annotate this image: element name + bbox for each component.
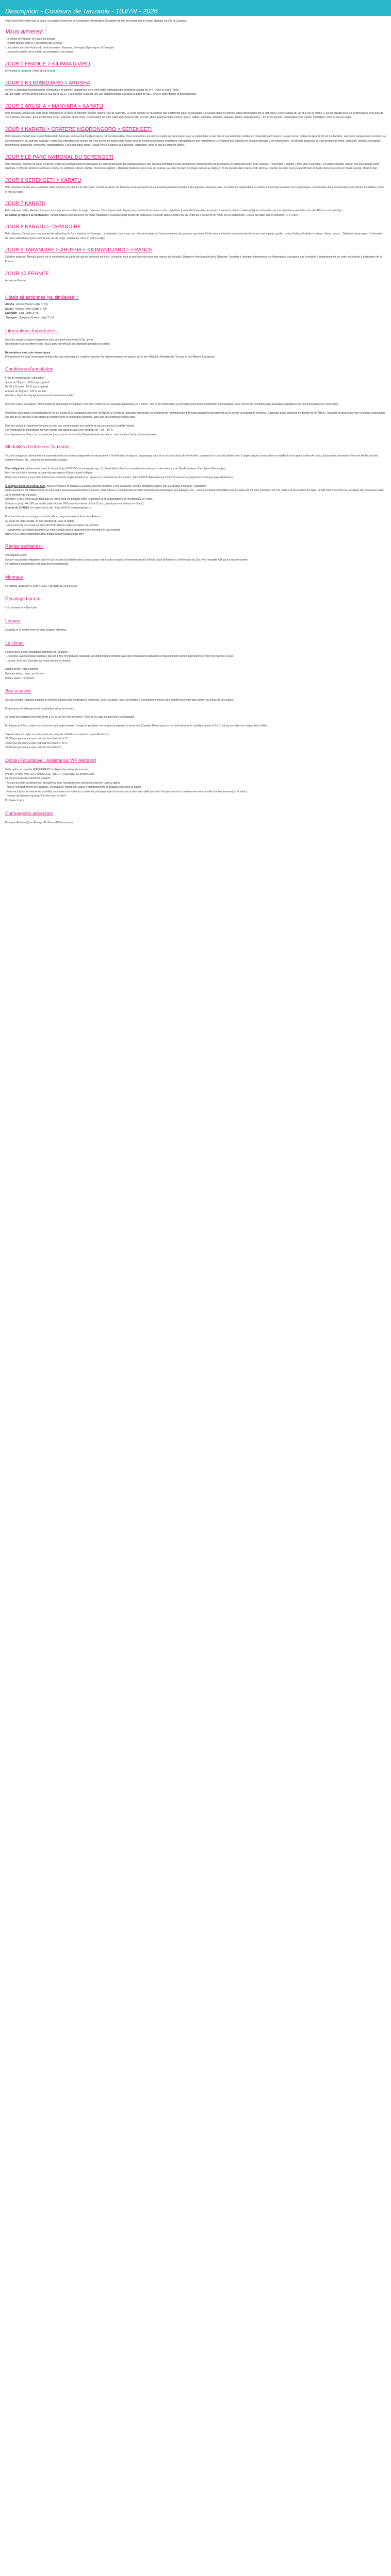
page-title-bar bbox=[0, 0, 391, 16]
entree-text: Cette assurance est indépendante de toute autre assurance personnelle et couvre, entre autres, le rapatriement, les frais médicaux, les dommages aux bagages, etc... Cette couverture est valable pour un séjour de 92 jours maximum sur l'île. Suite à la souscription en ligne, un QR code sera fourni au voyageur afin de pouvoir entrer sur le territoire de Zanzibar. bbox=[5, 489, 385, 497]
day-text: Petit déjeuner buffet. Matinée libre pour vous reposer et profiter du lodge. Déjeuner. Dans l'après-midi, départ pour la visite d'une école ou d'un orphelinat (possibilité d'apporter des jouets, matériel scolaire ou vêtements) et continuation pour la visite d'une plantation de café. Dîner et nuit au lodge. bbox=[5, 209, 343, 213]
annulation-item: A moins de 15 jours : 100 % de frais bbox=[5, 389, 47, 393]
entree-text: Nous vous invitons à vous tenir informé des dernières réglementations en vigueur en consultant le site suivant : https://XXXX.diplomatie.gouv.fr/fr/conseils-aux-voyageurs/conseils-par-pays-destination bbox=[5, 476, 233, 479]
bon-text: La poids des bagages peut être limité à 15 kg sur les vols intérieurs. Préférez les sacs souples pour vos bagages. bbox=[5, 716, 135, 719]
annulation-note: Attention, l'ajout de bagage optionnel est non remboursable. bbox=[5, 394, 74, 398]
annulation-text: Les minimums de participants sur nos circuits sont garantis avec une flexibilité de + ou – 10 %. bbox=[5, 429, 113, 432]
page-title: Description - Couleurs de Tanzanie - 10J/7N - 2026 bbox=[5, 7, 158, 15]
bon-text: 3 USD par personne et par nuit pour les hôtels 4* et 5*, bbox=[5, 737, 69, 741]
bon-text: 2 USD par personne et par nuit pour les hôtels 1*. bbox=[5, 746, 62, 750]
sanitaires-title: Règles sanitaires : bbox=[5, 544, 44, 549]
day-title: JOUR 1 FRANCE > KILIMANDJARO bbox=[5, 61, 90, 67]
aimerez-item: - La marche guidée dans la forêt accompagnée d'un ranger bbox=[5, 50, 73, 54]
aimerez-item: - Le petit groupe limité à 7 personnes par véhicule bbox=[5, 42, 62, 45]
annulation-text: Pour les ventes packagées, Travel Explorer et package dynamique (vols secs, hôtels sec ou package dynamique vol + hôtel) : 100 % du montant de la réservation pour toute modification ou annulation, sous réserve de conditions plus favorables appliquées par le/les prestataire(s) concerné(s). bbox=[5, 402, 339, 406]
day-text: Arrivée à l'aéroport international de Kilimandjaro et transfert anglophone vers votre hôtel. Attribution des chambres à partir de 14H. Dîner et nuit à l'hôtel. bbox=[5, 88, 180, 92]
resa-label: Réservations avec vols domestiques bbox=[5, 351, 51, 354]
climat-text: - La côte, ainsi que Zanzibar, au climat équatorial humide. bbox=[5, 659, 72, 663]
resa-text: Préalablement à toute réservation incluant des vols domestiques, veuillez consulter les réglementations en vigueur sur le site officiel du Ministère de l'Europe et des Affaires Étrangères bbox=[5, 355, 215, 359]
day-title: JOUR 3 ARUSHA > MANYARA > KARATU bbox=[5, 103, 103, 109]
decalage-text: + 2h en hiver et + 1h en été bbox=[5, 606, 37, 610]
compagnies-title: Compagnies aériennes bbox=[5, 810, 53, 816]
entree-text: Attention, il est à noter qu'un délai plus ou moins long est possible entre le moment de la souscription et la réception du QR code. bbox=[5, 498, 153, 501]
option-text: - Accueil du client en dehors de l'aéroport ou dans l'aéroport selon son mode d'arrivée (taxi ou autre) bbox=[5, 781, 120, 785]
langue-title: Langue bbox=[5, 618, 21, 623]
option-text: - Gestion de l'imprévu (quel qu'il arrive) avec le client bbox=[5, 794, 66, 798]
day-title: JOUR 4 KARATU > CRATERE NGORONGORO > SERENGETI bbox=[5, 126, 152, 132]
sanitaires-text: Aucune vaccination obligatoire sauf en cas de séjour préalable dans certains pays où il existe un risque de transmission de la fièvre jaune (d'Afrique ou d'Amérique du Sud avec l'hépatite A/B qui est recommandée. bbox=[5, 558, 249, 562]
monnaie-text: Le Shilling Tanzanien (1 euro = 3065 TZS (taux au 20/04/2026). bbox=[5, 584, 78, 588]
entree-text: Tous les voyageurs doivent être en possession des documents obligatoires et nécessaires à l'entrée dans le pays ou au passage dans le ou les pays d'escale éventuelle : passeport en cours de validité avec 2 pages vierges consécutives et valable 6 mois après la date de retour, autorisation parentale et livret de famille pour les enfants mineurs, etc... pour les ressortissants français. bbox=[5, 454, 379, 462]
bon-text: 4 USD par personne et par nuit pour les hôtels 3* et 2*, bbox=[5, 741, 69, 745]
entree-title: Modalités d'entrée en Tanzanie : bbox=[5, 444, 72, 449]
entree-text: Coût (à ce jour) : 44 USD par adulte (réduction de 50% pour les enfants de 3 à 17 ans, gratuit pour les enfants de -3 ans). bbox=[5, 502, 144, 505]
climat-text: Grandes pluies : mars, avril et mai bbox=[5, 672, 44, 675]
day-title: JOUR 2 KILIMANDJARO > ARUSHA bbox=[5, 80, 90, 86]
aimerez-item: - Le circuit en véhicule 4x4 avec toit ouvrant bbox=[5, 37, 56, 41]
hotel-item: Serengeti : Lala Camp 3* (nl) bbox=[5, 312, 39, 315]
annulation-text: Les déjeuners ou dîners du 1er et dernier jours sont en fonction de l'heure d'arrivée de l'avion : soit pris dans l'avion soit à destination. bbox=[5, 433, 158, 436]
assurance-text: A compter du 01 OCTOBRE 2024, tous les visiteurs se rendant à Zanzibar devront souscrire à une assurance voyage obligatoire agréée par la Zanzibar Insurance Corporation. bbox=[5, 484, 207, 488]
climat-text: Saison sèche : juin à octobre bbox=[5, 668, 39, 671]
day-attention: ATTENTION : si vous arrivez dans la nuit du J1 au J2, il faut penser à ajouter une nuit supplémentaire à Arusha (à partir de 85€ / pers en base double et petit déjeuner). bbox=[5, 93, 197, 96]
day-text: Petit déjeuner. Départ pour un dernier safari à travers les plaines du Serengeti. C'est le seul parc de Tanzanie où les guépards et les léopards peuvent facilement être aperçus. Déjeuner dans un restaurant surplombant le cratère et traversée traversée de la Ngorongoro Conservation Area. Continuation vers Karatu. Installation, dîner et nuit au lodge. bbox=[5, 185, 384, 194]
option-text: - Fast-track (dans la mesure du possible) pour éviter une sortie du contrôle de police/passeports et faire une arrivée sans faille (ou selon l'emplacement du cheminement vers la salle d'embarquement) ou le salon) bbox=[5, 790, 247, 793]
climat-text: - L'intérieur, avec les hauts plateaux (plus de 1 500 m d'altitude), subissant un climat tropical tempéré avec des températures agréables et douces toute l'année mais fraîches, voire très fraîches, la nuit. bbox=[5, 655, 234, 658]
infos-title: Informations Importantes : bbox=[5, 328, 59, 333]
day-option: En option (à régler à la réservation) : départ matinal pour découvrir les tribus Hadzabés et Datogas (petit peuple de chasseurs-cueilleurs dans la région du lac Eyasi qui a conservé un mode de vie traditionnel). Retour au lodge pour le déjeuner. 70 € / pers. bbox=[5, 213, 299, 217]
option-text: PARIS / LYON / NANTES / MARSEILLE / NICE / TOULOUSE ET BORDEAUX bbox=[5, 772, 95, 776]
visa-text: Visa obligatoire : A demander avant le départ (https://XXXXX/visa.immigration.go.tz/). Possibilité d'obtenir un visa dans les aéroports internationaux de Dar-Es-Salaam, Zanzibar et Kilimandjaro. bbox=[5, 467, 226, 470]
hotel-item: Karatu : Marera Valley Lodge 3* (nl) bbox=[5, 307, 47, 311]
langue-text: L'anglais et le swahili sont les deux langues officielles. bbox=[5, 629, 67, 632]
day-title: JOUR 10 FRANCE bbox=[5, 270, 50, 277]
entree-text: - Vous recevrez par e-mail ou SMS des informations et des consignes de sécurité. bbox=[5, 524, 99, 528]
day-title: JOUR 6 SERENGETI > KARATU bbox=[5, 177, 82, 183]
sanitaires-text: Le traitement antipaludéen est également recommandé. bbox=[5, 563, 69, 566]
day-text: Petit déjeuner. Journée de safari à travers le parc du Serengeti dont les paysages se caractérisent par des grandes plaines, des grandes termitières et des montículos rocheux précis les prédateurs se prélassent entre deux chasses. « Serengeti » signifie « terre vide et étendue » en langue massaï, est l'un des plus grands parcs d'Afrique. Il offre de nombreux animaux comme les antilopes, zèbres, buffles, rhinocéros, girafes... Déjeuner barbecue servi sous les acacias, au cœur du parc Serengeti. Retour au lodge en fin de journée dans l'après-midi. Arrêt au coucher du soleil pour un apéritif dans le Bush. Retour au camp en fin de journée. Dîner et nuit. bbox=[5, 162, 380, 171]
option-title: Option Facultative : Assistance VIP Aéroport bbox=[5, 757, 96, 763]
day-title: JOUR 9 TARANGIRE > ARUSHA > KILIMANDJARO > FRANCE bbox=[5, 247, 153, 253]
entree-text: Merci de nous faire parvenir la copie des passeports 45 jours avant le départ bbox=[5, 471, 93, 475]
monnaie-title: Monnaie bbox=[5, 574, 23, 580]
bon-title: Bon à savoir bbox=[5, 688, 31, 694]
infos-text: Une grande roue est offerte et de l'eau à bord du véhicule est disponible pendant les safaris. bbox=[5, 343, 111, 346]
hotels-title: Hôtels sélectionnés (ou similaires) : bbox=[5, 295, 78, 300]
aimerez-item: - Les safaris dans les 4 parcs du nord tanzanien : Manyara, Serengeti, Ngorongoro et Tarangire bbox=[5, 46, 115, 49]
annulation-text: Pour toute annulation ou modification de vol de la part de la compagnie aérienne RYANAIR, le voyageur / passager devra faire sa demande de remboursement de façon autonome directement sur le site de la compagnie aérienne. S'agissant d'une exigence de gestion de RYANAIR, Voyamar ne pourra pas être tenu pour responsable à la fois de ce process et des délais de traitement de la compagnie aérienne, ainsi que des remboursements émis. bbox=[5, 411, 385, 419]
entree-text: Pour tout inscrire son voyage sur le site officiel du gouvernement français « Ariane » bbox=[5, 515, 102, 519]
annulation-intro: Frais de modifications / annulation : bbox=[5, 377, 46, 380]
ariane-link[interactable]: https://XXXX.pastel.diplomatie.gouv.fr/fildariane/dyn/public/login.html bbox=[5, 533, 84, 536]
day-title: JOUR 7 KARATU bbox=[5, 201, 46, 207]
option-text: Prix base 2 pers bbox=[5, 799, 24, 803]
option-text: Ce service inclus les éléments suivants : bbox=[5, 777, 52, 781]
option-text: - Aide à l'enregistrement des bagages, vérifications, édition des cartes d'embarquement et bagages sans faire la queue bbox=[5, 786, 141, 789]
climat-text: Il existe deux zones climatiques distinctes en Tanzanie : bbox=[5, 650, 69, 654]
aimerez-title: Vous aimerez : bbox=[5, 27, 46, 35]
day-text: Collation matinale. Marche guidée sur la concession du camp ain cas de présence de félins, la marche peut ne pas avoir lieu pour des raisons de sécurité). Départ en direction d'Arusha. Déjeuner. Transfert à l'aéroport international de Kilimandjaro, assistance aux formalités d'embarquement sur votre vol régulier à destination de la France. bbox=[5, 256, 382, 264]
entree-text: - La personne de contact désignée sur votre compte pourra également être prévenue le cas échéant. bbox=[5, 528, 121, 532]
day-title: JOUR 8 KARATU > TARANGIRE bbox=[5, 224, 81, 230]
infos-text: Sacs de voyages souples obligatoires pour ce circuit (maximum 20 kg / pers). bbox=[5, 338, 94, 342]
day-text: Petit déjeuner. Départ pour le parc National du Serengeti en traversant la Ngorongoro Conservation Area. Vous descendrez au sein du cratère du Ngorongoro pour un safari dans ce lieu classé au patrimoine mondial de l'humanité par l'Unesco. Le parc est un cratère de plus de 20 km de diamètre, aux flancs relativement escarpés. La concentration en vie animale sauvage y est la plus importante du monde car c'est un lieu de transit et de séjour pour de nombreux animaux migrateurs, principalement des mammifères. La majorité des espèces de la faune africaine y est représentée : les grands troupeaux et leurs prédateurs (lions, guépards, hyènes), les grands mammifères (éléphants, rhinocéros, hippopotames). Déjeuner pique-nique. Départ vers les plaines du Serengeti. Installation, dîner et nuit au camp de tentes. bbox=[5, 134, 386, 147]
entree-text: Au cours de votre voyage, et si la situation du pays le justifie : bbox=[5, 519, 76, 523]
day-text: Arrivée en France. bbox=[5, 279, 27, 282]
annulation-item: De 30 à 15 jours : 85 % du prix global bbox=[5, 385, 48, 389]
bon-text: Taxe de séjour à régler sur place selon la catégorie d'hôtel (sous réserve de modifications) : bbox=[5, 733, 110, 736]
decalage-title: Décalage horaire bbox=[5, 596, 41, 602]
annulation-item: A plus de 30 jours : 15% du prix global bbox=[5, 381, 50, 384]
climat-text: Petites pluies : novembre. bbox=[5, 676, 35, 680]
day-text: Envol pour la Tanzanie. Dîner et nuit à bord. bbox=[5, 69, 56, 73]
intro-text: Vous serez émerveillés par la faune, les plaines immenses et le mythique Kilimandjaro. Possibilité de finir en beauté par un séjour idyllique sur l'île de Zanzibar. bbox=[5, 20, 187, 23]
compagnies-text: Ethiopian Airlines, Qatar Airways, Air France/KLM ou autres bbox=[5, 821, 73, 824]
hotel-item: Arusha : Arusha Planet Lodge 3* (nl) bbox=[5, 303, 48, 307]
bon-text: En Afrique de l'Est, comme dans tous les pays anglo-saxons, l'usage du pourboire est largement répandu et important. Compter 10 usd par jour par véhicule pour le chauffeur-guide et 3 à 5 usd par jour dans les lodges et/ou hôtels. bbox=[5, 724, 268, 727]
annulation-title: Conditions d'annulation bbox=[5, 366, 54, 371]
bon-text: Programmes et hébergements modulables selon vos envies. bbox=[5, 707, 75, 710]
day-text: Petit déjeuner. Départ pour une journée de safari dans le Parc National de Tarangire. La végétation de ce parc est riche en baobabs et l'environnement des grandes paroisses. Cette savane arborée concourt particulièrement aux impalas, girafes, cobes Defassa, bubales et élans, zèbres, gnous... Déjeuner pique-nique. Continuation de votre safari dans l'après-midi. Route vers le lodge. Installation, dîner et nuit au lodge. bbox=[5, 232, 383, 240]
hotel-item: Tarangire : Sangaiwe Tented Lodge 3* (nl) bbox=[5, 316, 55, 320]
day-text: Petit déjeuner. Accueil par votre guide francophone et route en direction du parc national du Lac Manyara. Le visite du parc se caractérise par 3 différents types de paysages : la savane dans les plaines Masaï interrompue par la Rift Valley, la forêt autour du lac et le lac lui-même. C'est un paradis pour les ornithologues avec plus de 400 espèces d'oiseaux, dont les flamants roses. Déjeuner pique-nique. Continuation de votre safari dans l'après-midi. Le Parc abrite également des zèbres, gnous, buffles, babouins, léopards, impalas, girafes, hippopotames... En fin de journée, continuation vers Karatu. Installation, dîner et nuit au lodge. bbox=[5, 111, 384, 120]
bon-text: Circuits privatifs : départs quotidiens selon les horaires des compagnies aériennes. Selon la saison, et/ou la migration, le programme pourra être modifié pour vous faire profiter au mieux de vos safaris. bbox=[5, 699, 234, 702]
option-text: Cette option est valable UNIQUEMENT au départ des aéroports suivants : bbox=[5, 768, 90, 771]
page-content bbox=[0, 16, 391, 830]
sanitaires-text: Vaccinations à jour. bbox=[5, 554, 27, 557]
day-title: JOUR 5 LE PARC NATIONAL DU SERENGETI bbox=[5, 154, 113, 160]
annulation-text: Pour les circuits et croisières fluviales ne sont pas recommandés aux enfants et aux personnes à mobilité réduite. bbox=[5, 424, 135, 428]
climat-title: Le climat bbox=[5, 640, 24, 646]
entree-text: A partir du 01/09/24, se rendre sur le site : https://XXXX.visitzanzibar.go.tz/ bbox=[5, 506, 92, 510]
